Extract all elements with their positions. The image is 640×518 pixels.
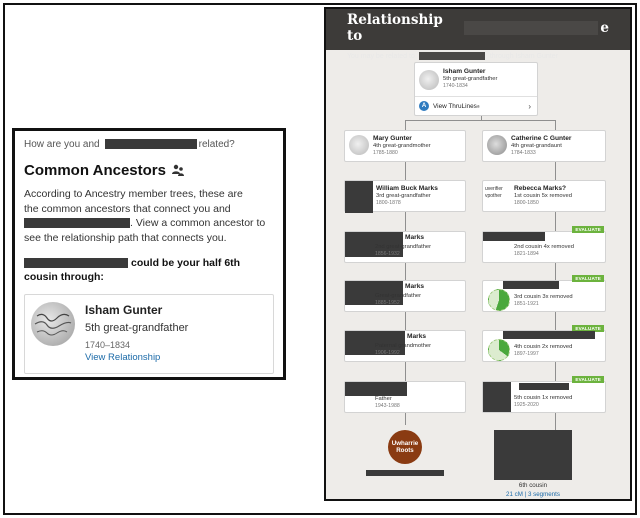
person-photo xyxy=(487,135,507,155)
common-ancestors-heading xyxy=(24,162,274,179)
person-dates: 1740-1834 xyxy=(443,83,468,89)
subtitle-suffix: through Isham Gunter xyxy=(489,52,558,60)
ancestor-relationship: 5th great-grandfather xyxy=(85,322,189,334)
relationship-title xyxy=(347,12,609,44)
person-name: Catherine C Gunter xyxy=(511,135,572,142)
tree-person-card[interactable] xyxy=(344,180,466,212)
tree-person-card[interactable] xyxy=(344,330,466,362)
segments-link[interactable]: 3 segments xyxy=(527,491,560,498)
redacted-name xyxy=(483,232,545,241)
person-name: Marks xyxy=(405,283,425,290)
person-name: William Buck Marks xyxy=(376,185,438,192)
redacted-name xyxy=(366,470,444,476)
thrulines-label: View ThruLines xyxy=(433,102,477,110)
shared-cm-link[interactable]: 21 cM xyxy=(506,491,523,498)
ancestor-dates: 1740–1834 xyxy=(85,340,131,350)
description-text: . View a common ancestor to xyxy=(130,217,266,229)
person-relationship: 3rd great-grandfather xyxy=(376,193,431,199)
person-relationship: 1st cousin 5x removed xyxy=(514,193,572,199)
record-thumbnail-text: uverifier xyxy=(485,186,503,192)
tree-person-card[interactable] xyxy=(344,280,466,312)
common-ancestors-card xyxy=(12,128,286,380)
cousin-statement xyxy=(24,256,274,284)
cousin-statement-line: cousin through: xyxy=(24,271,104,283)
tree-person-card[interactable] xyxy=(482,130,606,162)
person-relationship: 4th great-grandmother xyxy=(373,143,431,149)
person-dates: 1897-1997 xyxy=(514,351,539,357)
record-thumbnail xyxy=(485,186,503,200)
redacted-photo xyxy=(345,382,407,396)
description-line: see the relationship path that connects you. xyxy=(24,231,227,244)
person-dates: 1851-1921 xyxy=(514,301,539,307)
match-relationship: 6th cousin xyxy=(518,482,548,489)
tree-person-card[interactable] xyxy=(482,377,606,413)
record-thumbnail-text: vpother xyxy=(485,193,502,199)
evaluate-badge[interactable]: EVALUATE xyxy=(572,376,604,383)
person-dates: 1925-2020 xyxy=(514,402,539,408)
evaluate-badge[interactable]: EVALUATE xyxy=(572,226,604,233)
tree-person-card[interactable] xyxy=(344,130,466,162)
person-relationship: 5th cousin 1x removed xyxy=(514,395,573,401)
person-dates: 1856-1932 xyxy=(375,251,400,257)
group-badge-line2: Roots xyxy=(396,447,414,454)
person-relationship: 2nd cousin 4x removed xyxy=(514,244,574,250)
person-photo xyxy=(419,70,439,90)
separator: | xyxy=(522,491,528,498)
person-dates: 1800-1878 xyxy=(376,200,401,206)
person-name: Marks xyxy=(407,333,427,340)
relationship-panel xyxy=(324,7,632,501)
tree-person-card[interactable] xyxy=(482,326,606,362)
tree-person-card[interactable] xyxy=(482,227,606,263)
person-relationship: Paternal grandmother xyxy=(375,343,432,349)
dna-match-pie-icon xyxy=(488,339,510,361)
person-relationship: 3rd cousin 3x removed xyxy=(514,294,573,300)
match-dna-summary[interactable] xyxy=(486,491,580,498)
common-ancestors-description xyxy=(24,187,274,245)
view-thrulines-button[interactable] xyxy=(415,96,537,115)
person-relationship: 5th great-grandfather xyxy=(443,76,498,82)
left-connector-line xyxy=(405,120,406,425)
redacted-name xyxy=(519,383,569,390)
cousin-statement-line xyxy=(24,256,274,270)
description-line xyxy=(24,216,274,231)
redacted-name xyxy=(464,21,598,35)
subtitle-prefix: You may be related to xyxy=(347,52,415,60)
question-prefix: How are you and xyxy=(24,138,100,150)
cousin-statement-text: could be your half 6th xyxy=(131,257,241,269)
group-badge-uwharrie-roots[interactable] xyxy=(388,430,422,464)
tree-person-card[interactable] xyxy=(344,381,466,413)
top-ancestor-card[interactable] xyxy=(414,62,538,116)
registered-mark: ® xyxy=(476,103,480,109)
person-name: Isham Gunter xyxy=(443,68,486,75)
person-name: Marks xyxy=(405,234,425,241)
title-tail: e xyxy=(600,20,609,36)
tree-person-card[interactable] xyxy=(482,276,606,312)
relationship-question xyxy=(24,137,274,151)
person-name: Mary Gunter xyxy=(373,135,412,142)
person-name: Rebecca Marks? xyxy=(514,185,567,192)
dna-match-pie-icon xyxy=(488,289,510,311)
ancestor-card[interactable] xyxy=(24,294,274,374)
tree-person-card[interactable] xyxy=(482,180,606,212)
people-icon xyxy=(171,164,185,177)
evaluate-badge[interactable]: EVALUATE xyxy=(572,325,604,332)
person-photo xyxy=(349,135,369,155)
redacted-name xyxy=(105,139,197,149)
view-relationship-link[interactable]: View Relationship xyxy=(85,352,161,363)
redacted-name xyxy=(24,258,128,268)
ancestor-signature-image xyxy=(31,302,75,346)
redacted-match-photo xyxy=(494,430,572,480)
heading-text: Common Ancestors xyxy=(24,162,166,179)
person-dates: 1821-1894 xyxy=(514,251,539,257)
person-dates: 1885-1952 xyxy=(375,300,400,306)
person-dates: 1785-1880 xyxy=(373,150,398,156)
person-dates: 1784-1833 xyxy=(511,150,536,156)
redacted-name xyxy=(503,331,595,339)
person-dates: 1943-1988 xyxy=(375,403,400,409)
redacted-name xyxy=(24,218,130,228)
person-dates: 1906-1992 xyxy=(375,350,400,356)
redacted-photo xyxy=(345,181,373,213)
ancestor-name: Isham Gunter xyxy=(85,303,163,317)
question-suffix: related? xyxy=(198,138,235,150)
chevron-right-icon: › xyxy=(528,101,531,111)
person-relationship: 4th great-grandaunt xyxy=(511,143,562,149)
description-line: According to Ancestry member trees, these are xyxy=(24,188,243,200)
person-relationship: Father xyxy=(375,396,392,402)
redacted-name xyxy=(503,281,559,289)
person-relationship: 4th cousin 2x removed xyxy=(514,344,573,350)
ancestry-leaf-icon: A xyxy=(419,101,429,111)
person-relationship: Great-grandfather xyxy=(375,293,422,299)
tree-person-card[interactable] xyxy=(344,231,466,263)
relationship-header xyxy=(326,9,630,60)
person-dates: 1800-1850 xyxy=(514,200,539,206)
description-line: the common ancestors that connect you and xyxy=(24,202,231,215)
person-relationship: 2nd great-grandfather xyxy=(375,244,432,250)
relationship-tree xyxy=(326,50,632,501)
top-connector-line xyxy=(481,116,482,121)
group-badge-line1: Uwharrie xyxy=(391,440,419,447)
evaluate-badge[interactable]: EVALUATE xyxy=(572,275,604,282)
title-text: Relationship to xyxy=(347,12,443,44)
redacted-photo xyxy=(483,382,511,412)
